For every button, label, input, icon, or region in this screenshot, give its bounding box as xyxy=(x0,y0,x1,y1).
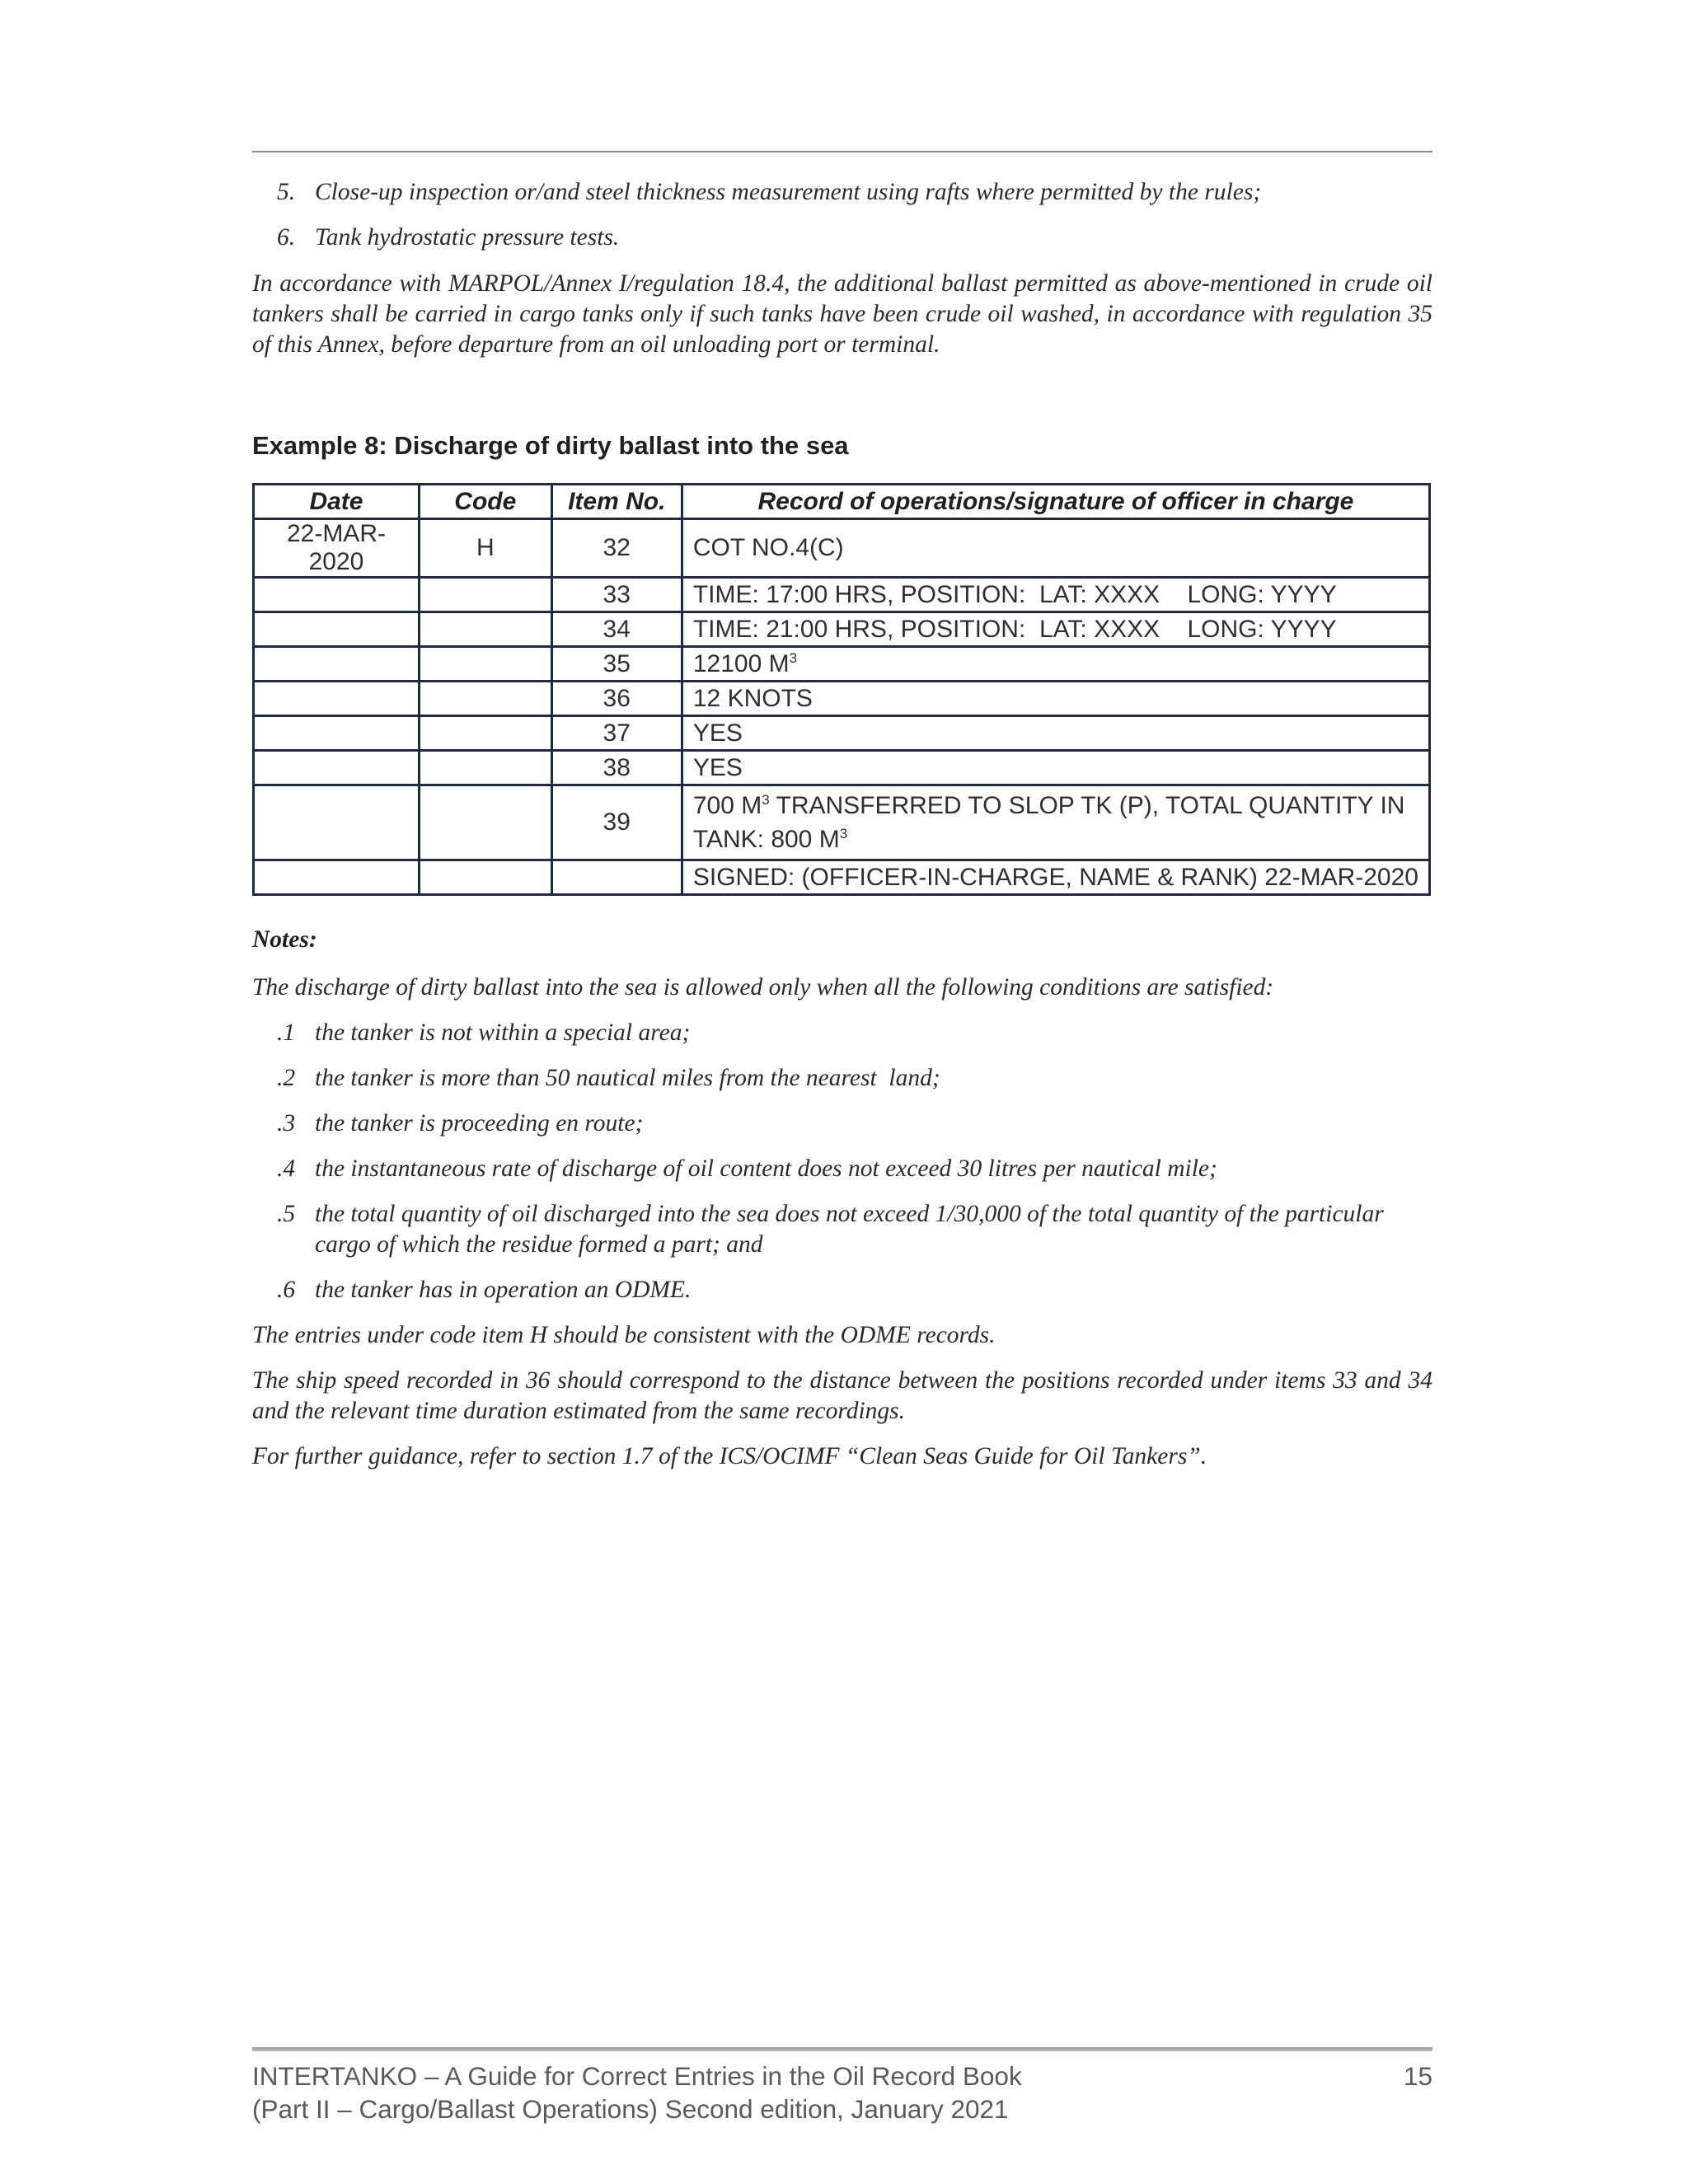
cell-item: 32 xyxy=(551,519,682,578)
notes-lead: The discharge of dirty ballast into the sea is allowed only when all the following conditions are satisfied: xyxy=(252,974,1274,1001)
record-text: 12100 M xyxy=(692,649,790,677)
cell-record: TIME: 21:00 HRS, POSITION: LAT: XXXX LONG: YYYY xyxy=(682,612,1429,647)
cell-record: YES xyxy=(682,716,1429,751)
cell-item: 39 xyxy=(551,785,682,860)
condition-text: the total quantity of oil discharged into the sea does not exceed 1/30,000 of the total quantity of the particular cargo of which the residue formed a part; and xyxy=(315,1201,1384,1258)
cell-record: 12 KNOTS xyxy=(682,682,1429,716)
superscript: 3 xyxy=(839,826,848,841)
condition-number: .3 xyxy=(277,1110,296,1137)
list-number: 6. xyxy=(277,224,296,251)
cell-date: 22-MAR-2020 xyxy=(254,519,420,578)
notes-paragraph: The entries under code item H should be consistent with the ODME records. xyxy=(252,1322,996,1348)
table-row xyxy=(254,785,1430,860)
cell-date xyxy=(254,647,420,682)
cell-item: 33 xyxy=(551,578,682,612)
condition-number: .1 xyxy=(277,1019,296,1046)
cell-date xyxy=(254,716,420,751)
list-text: Tank hydrostatic pressure tests. xyxy=(315,224,620,251)
cell-date xyxy=(254,751,420,785)
cell-code xyxy=(419,785,551,860)
table-row xyxy=(254,519,1430,578)
superscript: 3 xyxy=(789,649,798,666)
footer-text xyxy=(252,2060,1022,2125)
table-row xyxy=(254,751,1430,785)
cell-item: 36 xyxy=(551,682,682,716)
condition-text: the tanker is more than 50 nautical miles from the nearest land; xyxy=(315,1065,940,1091)
notes-paragraph: For further guidance, refer to section 1.7 of the ICS/OCIMF “Clean Seas Guide for Oil Tankers”. xyxy=(252,1443,1207,1469)
column-header-code: Code xyxy=(419,485,551,519)
intro-paragraph: In accordance with MARPOL/Annex I/regulation 18.4, the additional ballast permitted as above-mentioned in crude oil tankers shall be carried in cargo tanks only if such tanks have been crude oil washed, in accordance with regulation 35 of this Annex, before departure from an oil unloading port or terminal. xyxy=(252,270,1432,358)
cell-code xyxy=(419,647,551,682)
cell-item xyxy=(551,860,682,895)
cell-item: 35 xyxy=(551,647,682,682)
list-text: Close-up inspection or/and steel thickness measurement using rafts where permitted by the rules; xyxy=(315,179,1262,205)
cell-date xyxy=(254,578,420,612)
column-header-date: Date xyxy=(254,485,420,519)
cell-record: SIGNED: (OFFICER-IN-CHARGE, NAME & RANK) 22-MAR-2020 xyxy=(682,860,1429,895)
cell-record: COT NO.4(C) xyxy=(682,519,1429,578)
cell-code xyxy=(419,682,551,716)
notes-paragraph: The ship speed recorded in 36 should correspond to the distance between the positions recorded under items 33 and 34 and the relevant time duration estimated from the same recordings. xyxy=(252,1367,1432,1424)
table-header-row xyxy=(254,485,1430,519)
cell-code xyxy=(419,751,551,785)
cell-date xyxy=(254,612,420,647)
cell-date xyxy=(254,860,420,895)
cell-date xyxy=(254,682,420,716)
condition-number: .6 xyxy=(277,1277,296,1303)
header-rule xyxy=(252,151,1432,152)
column-header-record: Record of operations/signature of officer in charge xyxy=(682,485,1429,519)
condition-text: the tanker has in operation an ODME. xyxy=(315,1277,692,1303)
cell-record: TIME: 17:00 HRS, POSITION: LAT: XXXX LONG: YYYY xyxy=(682,578,1429,612)
table-row xyxy=(254,860,1430,895)
table-row xyxy=(254,612,1430,647)
cell-date xyxy=(254,785,420,860)
table-row xyxy=(254,647,1430,682)
page-number: 15 xyxy=(1403,2061,1432,2091)
table-row xyxy=(254,682,1430,716)
cell-code xyxy=(419,716,551,751)
footer-line: (Part II – Cargo/Ballast Operations) Second edition, January 2021 xyxy=(252,2094,1009,2124)
cell-item: 37 xyxy=(551,716,682,751)
cell-record: YES xyxy=(682,751,1429,785)
superscript: 3 xyxy=(762,792,770,808)
record-text: TRANSFERRED TO SLOP TK (P), TOTAL QUANTITY IN TANK: 800 M xyxy=(692,792,1405,853)
table-row xyxy=(254,578,1430,612)
cell-code xyxy=(419,860,551,895)
cell-record xyxy=(682,785,1429,860)
condition-number: .4 xyxy=(277,1155,296,1182)
record-text: 700 M xyxy=(692,792,762,819)
notes-heading: Notes: xyxy=(252,926,317,953)
condition-number: .2 xyxy=(277,1065,296,1091)
oil-record-table xyxy=(252,483,1431,896)
cell-record xyxy=(682,647,1429,682)
cell-item: 34 xyxy=(551,612,682,647)
example-title: Example 8: Discharge of dirty ballast into the sea xyxy=(252,431,849,460)
condition-text: the tanker is not within a special area; xyxy=(315,1019,691,1046)
column-header-item: Item No. xyxy=(551,485,682,519)
condition-text: the tanker is proceeding en route; xyxy=(315,1110,644,1137)
cell-code xyxy=(419,578,551,612)
list-number: 5. xyxy=(277,179,296,205)
condition-number: .5 xyxy=(277,1201,296,1227)
condition-text: the instantaneous rate of discharge of oil content does not exceed 30 litres per nautical mile; xyxy=(315,1155,1217,1182)
cell-code: H xyxy=(419,519,551,578)
footer-rule xyxy=(252,2047,1432,2051)
footer-line: INTERTANKO – A Guide for Correct Entries in the Oil Record Book xyxy=(252,2061,1022,2091)
cell-code xyxy=(419,612,551,647)
cell-item: 38 xyxy=(551,751,682,785)
table-row xyxy=(254,716,1430,751)
